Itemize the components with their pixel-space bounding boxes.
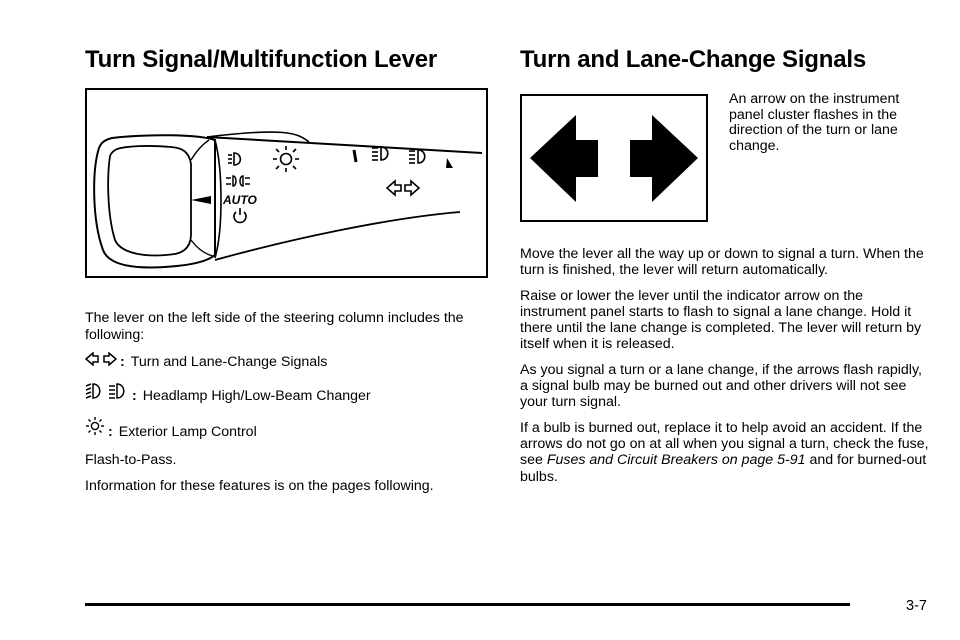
info-paragraph: Information for these features is on the pages following.: [85, 477, 434, 494]
item-label: Headlamp High/Low-Beam Changer: [142, 388, 371, 404]
high-low-beam-icon: [85, 382, 129, 405]
item-label: Exterior Lamp Control: [118, 424, 257, 440]
turn-signal-arrows-icon: [85, 352, 117, 371]
paragraph-lane-change: Raise or lower the lever until the indicator arrow on the instrument panel starts to flash to signal a lane change. Hold it there until the lane change is completed. The lever will return by itself when it is released.: [520, 287, 922, 353]
auto-label: AUTO: [223, 193, 257, 207]
paragraph-rapid-flash: As you signal a turn or a lane change, if the arrows flash rapidly, a signal bulb may be burned out and other drivers will not see your turn signal.: [520, 361, 922, 411]
caption-text: An arrow on the instrument panel cluster flashes in the direction of the turn or lane change.: [729, 91, 900, 154]
intro-paragraph: The lever on the left side of the steering column includes the following:: [85, 310, 464, 343]
item-label: Turn and Lane-Change Signals: [130, 354, 328, 370]
footer-rule: [85, 603, 850, 606]
section-title-multifunction-lever: Turn Signal/Multifunction Lever: [85, 46, 438, 73]
arrow-caption: [729, 92, 929, 163]
flash-to-pass-text: Flash-to-Pass.: [85, 452, 177, 468]
left-body: [85, 310, 490, 503]
turn-arrows-illustration: [520, 94, 708, 222]
paragraph-burned-out-bulb: If a bulb is burned out, replace it to help avoid an accident. If the arrows do not go on at all when you signal a turn, check the fuse, see Fuses and Circuit Breakers on page 5-91 and for burned-out bulbs.: [520, 419, 929, 485]
exterior-lamp-icon: [85, 416, 105, 441]
page-number: 3-7: [906, 598, 927, 614]
item-high-low-beam: : Headlamp High/Low-Beam Changer: [85, 382, 490, 405]
lever-drawing: [87, 90, 486, 276]
right-column: [520, 46, 930, 485]
lever-illustration: [85, 88, 488, 278]
turn-signal-arrows-icon: [522, 96, 706, 220]
right-body: [520, 246, 930, 494]
paragraph-signal-turn: Move the lever all the way up or down to signal a turn. When the turn is finished, the lever will return automatically.: [520, 246, 924, 279]
fuses-reference-link[interactable]: Fuses and Circuit Breakers on page 5-91: [546, 452, 806, 469]
left-column: [85, 46, 490, 494]
section-title-turn-signals: Turn and Lane-Change Signals: [520, 46, 866, 73]
item-turn-signals: : Turn and Lane-Change Signals: [85, 352, 490, 371]
item-exterior-lamp: : Exterior Lamp Control: [85, 416, 490, 441]
